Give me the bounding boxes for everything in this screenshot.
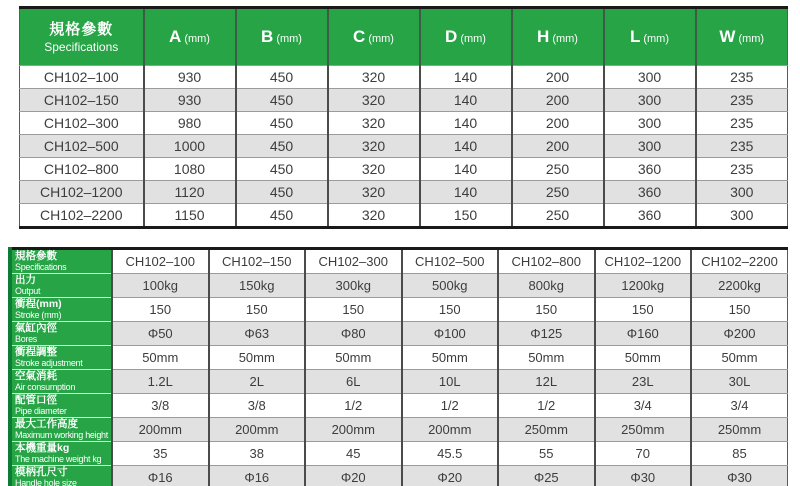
spec-value-cell: 3/4 xyxy=(691,394,788,418)
spec-value-cell: 150kg xyxy=(209,274,306,298)
specs-row xyxy=(12,442,788,466)
spec-row-label-cell xyxy=(12,322,112,346)
spec-value-cell: 200mm xyxy=(112,418,209,442)
spec-value-cell: 35 xyxy=(112,442,209,466)
spec-value-cell: 200mm xyxy=(209,418,306,442)
model-name-cell: CH102–500 xyxy=(20,135,144,158)
spec-value-cell: 100kg xyxy=(112,274,209,298)
spec-value-cell: 50mm xyxy=(691,346,788,370)
dimensions-row xyxy=(20,112,788,135)
spec-row-label-cell xyxy=(12,346,112,370)
specs-spec-header-en: Specifications xyxy=(15,262,67,272)
spec-value-cell: 250mm xyxy=(595,418,692,442)
spec-value-cell: 50mm xyxy=(498,346,595,370)
spec-value-cell: Φ160 xyxy=(595,322,692,346)
spec-value-cell: 50mm xyxy=(595,346,692,370)
dimension-letter: L xyxy=(629,27,641,46)
dimension-column-header xyxy=(696,8,788,66)
spec-value-cell: 12L xyxy=(498,370,595,394)
spec-row-label-zh: 最大工作高度 xyxy=(15,418,78,430)
specs-spec-header-zh: 規格參數 xyxy=(15,250,57,262)
spec-row-label-en: Handle hole size xyxy=(15,478,77,486)
spec-value-cell: Φ30 xyxy=(595,466,692,486)
dimension-value-cell: 250 xyxy=(512,158,604,181)
dimension-value-cell: 140 xyxy=(420,181,512,204)
dimension-value-cell: 360 xyxy=(604,181,696,204)
spec-value-cell: 23L xyxy=(595,370,692,394)
dimension-value-cell: 450 xyxy=(236,158,328,181)
dimension-unit: (mm) xyxy=(552,33,578,45)
spec-value-cell: Φ200 xyxy=(691,322,788,346)
spec-row-label-en: The machine weight kg xyxy=(15,454,102,464)
specs-spec-header-cell xyxy=(12,249,112,274)
dimension-value-cell: 320 xyxy=(328,66,420,89)
dimension-letter: H xyxy=(537,27,550,46)
dimension-value-cell: 235 xyxy=(696,112,788,135)
specs-model-header-cell: CH102–100 xyxy=(112,249,209,274)
dimension-value-cell: 250 xyxy=(512,181,604,204)
dimension-unit: (mm) xyxy=(738,33,765,45)
dimension-value-cell: 140 xyxy=(420,135,512,158)
specs-model-header-cell: CH102–300 xyxy=(305,249,402,274)
model-name-cell: CH102–800 xyxy=(20,158,144,181)
spec-value-cell: 1.2L xyxy=(112,370,209,394)
spec-value-cell: 150 xyxy=(112,298,209,322)
dimension-value-cell: 450 xyxy=(236,112,328,135)
spec-row-label-cell xyxy=(12,418,112,442)
dimension-column-header xyxy=(512,8,604,66)
spec-value-cell: 800kg xyxy=(498,274,595,298)
dimensions-row xyxy=(20,158,788,181)
dimension-value-cell: 450 xyxy=(236,89,328,112)
spec-value-cell: 250mm xyxy=(498,418,595,442)
dimension-value-cell: 300 xyxy=(604,112,696,135)
dimension-value-cell: 140 xyxy=(420,112,512,135)
spec-value-cell: 50mm xyxy=(402,346,499,370)
spec-value-cell: 150 xyxy=(402,298,499,322)
specs-row xyxy=(12,298,788,322)
spec-value-cell: Φ16 xyxy=(112,466,209,486)
dimension-value-cell: 200 xyxy=(512,135,604,158)
dimension-value-cell: 235 xyxy=(696,89,788,112)
spec-value-cell: 300kg xyxy=(305,274,402,298)
dimensions-row xyxy=(20,135,788,158)
specs-row xyxy=(12,466,788,486)
dimension-letter: C xyxy=(353,27,366,46)
spec-value-cell: 3/8 xyxy=(209,394,306,418)
dimension-value-cell: 140 xyxy=(420,89,512,112)
spec-value-cell: Φ16 xyxy=(209,466,306,486)
dimension-value-cell: 980 xyxy=(144,112,236,135)
dimensions-row xyxy=(20,204,788,228)
dimension-letter: B xyxy=(261,27,274,46)
dimension-value-cell: 930 xyxy=(144,89,236,112)
spec-row-label-cell xyxy=(12,442,112,466)
spec-value-cell: Φ125 xyxy=(498,322,595,346)
specs-row xyxy=(12,322,788,346)
dimension-value-cell: 300 xyxy=(604,89,696,112)
dimension-value-cell: 150 xyxy=(420,204,512,228)
spec-value-cell: 38 xyxy=(209,442,306,466)
spec-row-label-zh: 出力 xyxy=(15,274,36,286)
spec-row-label-en: Pipe diameter xyxy=(15,406,67,416)
spec-value-cell: 1/2 xyxy=(305,394,402,418)
spec-row-label-zh: 本機重量kg xyxy=(15,442,70,454)
model-name-cell: CH102–150 xyxy=(20,89,144,112)
specs-model-header-cell: CH102–500 xyxy=(402,249,499,274)
spec-row-label-cell xyxy=(12,370,112,394)
dimension-column-header xyxy=(236,8,328,66)
spec-value-cell: 500kg xyxy=(402,274,499,298)
dimensions-row xyxy=(20,66,788,89)
dimension-value-cell: 360 xyxy=(604,158,696,181)
dimension-value-cell: 1150 xyxy=(144,204,236,228)
dimension-value-cell: 200 xyxy=(512,112,604,135)
specs-table-header xyxy=(12,249,788,274)
model-name-cell: CH102–100 xyxy=(20,66,144,89)
model-name-cell: CH102–300 xyxy=(20,112,144,135)
dimension-letter: W xyxy=(719,27,736,46)
dimension-value-cell: 140 xyxy=(420,158,512,181)
specs-row xyxy=(12,418,788,442)
spec-value-cell: 3/4 xyxy=(595,394,692,418)
dimension-value-cell: 450 xyxy=(236,181,328,204)
spec-row-label-zh: 氣缸內徑 xyxy=(15,322,57,334)
dimension-value-cell: 320 xyxy=(328,89,420,112)
dimension-value-cell: 450 xyxy=(236,135,328,158)
dimension-unit: (mm) xyxy=(276,33,302,45)
dimension-value-cell: 200 xyxy=(512,66,604,89)
spec-row-label-en: Maximum working height xyxy=(15,430,108,440)
dimension-value-cell: 235 xyxy=(696,158,788,181)
dimension-value-cell: 360 xyxy=(604,204,696,228)
spec-value-cell: Φ20 xyxy=(402,466,499,486)
spec-row-label-cell xyxy=(12,298,112,322)
dimension-value-cell: 235 xyxy=(696,135,788,158)
specs-model-header-cell: CH102–2200 xyxy=(691,249,788,274)
dimension-value-cell: 1080 xyxy=(144,158,236,181)
dimensions-header-row xyxy=(20,8,788,66)
dimension-value-cell: 300 xyxy=(604,66,696,89)
specs-table xyxy=(12,247,788,486)
spec-value-cell: 50mm xyxy=(305,346,402,370)
spec-value-cell: 150 xyxy=(209,298,306,322)
dimension-unit: (mm) xyxy=(184,33,210,45)
spec-row-label-en: Stroke adjustment xyxy=(15,358,83,368)
spec-row-label-cell xyxy=(12,466,112,486)
spec-value-cell: 150 xyxy=(498,298,595,322)
dimension-column-header xyxy=(144,8,236,66)
spec-value-cell: 2L xyxy=(209,370,306,394)
dimension-value-cell: 450 xyxy=(236,66,328,89)
dimension-column-header xyxy=(604,8,696,66)
specs-header-row xyxy=(12,249,788,274)
spec-value-cell: 85 xyxy=(691,442,788,466)
dimension-value-cell: 320 xyxy=(328,204,420,228)
spec-value-cell: 150 xyxy=(595,298,692,322)
specs-table-body xyxy=(12,274,788,486)
spec-row-label-en: Bores xyxy=(15,334,38,344)
dimensions-row xyxy=(20,89,788,112)
dimension-value-cell: 250 xyxy=(512,204,604,228)
spec-header-zh: 規格參數 xyxy=(49,20,114,38)
dimension-letter: D xyxy=(445,27,458,46)
specs-table-wrap xyxy=(8,247,788,486)
spec-value-cell: 3/8 xyxy=(112,394,209,418)
spec-row-label-en: Output xyxy=(15,286,41,296)
model-name-cell: CH102–2200 xyxy=(20,204,144,228)
spec-row-label-zh: 模柄孔尺寸 xyxy=(15,466,68,478)
specs-row xyxy=(12,394,788,418)
spec-row-label-zh: 空氣消耗 xyxy=(15,370,57,382)
spec-header-cell xyxy=(20,8,144,66)
spec-value-cell: 2200kg xyxy=(691,274,788,298)
dimension-value-cell: 1120 xyxy=(144,181,236,204)
spec-value-cell: 55 xyxy=(498,442,595,466)
spec-value-cell: 150 xyxy=(691,298,788,322)
spec-value-cell: 45.5 xyxy=(402,442,499,466)
spec-value-cell: Φ20 xyxy=(305,466,402,486)
spec-value-cell: 70 xyxy=(595,442,692,466)
spec-row-label-en: Stroke (mm) xyxy=(15,310,62,320)
dimension-unit: (mm) xyxy=(368,33,394,45)
dimension-value-cell: 320 xyxy=(328,112,420,135)
dimension-letter: A xyxy=(169,27,182,46)
specs-model-header-cell: CH102–800 xyxy=(498,249,595,274)
dimension-value-cell: 320 xyxy=(328,181,420,204)
spec-row-label-cell xyxy=(12,394,112,418)
spec-value-cell: 30L xyxy=(691,370,788,394)
dimensions-table xyxy=(19,6,788,229)
specs-row xyxy=(12,274,788,298)
spec-value-cell: 50mm xyxy=(112,346,209,370)
spec-value-cell: 150 xyxy=(305,298,402,322)
spec-row-label-zh: 衝程調整 xyxy=(15,346,57,358)
dimension-value-cell: 200 xyxy=(512,89,604,112)
specs-model-header-cell: CH102–150 xyxy=(209,249,306,274)
dimension-value-cell: 320 xyxy=(328,135,420,158)
spec-value-cell: Φ30 xyxy=(691,466,788,486)
spec-value-cell: Φ100 xyxy=(402,322,499,346)
dimension-column-header xyxy=(328,8,420,66)
spec-row-label-cell xyxy=(12,274,112,298)
dimension-unit: (mm) xyxy=(643,33,670,45)
spec-value-cell: 6L xyxy=(305,370,402,394)
dimension-value-cell: 235 xyxy=(696,66,788,89)
spec-value-cell: Φ50 xyxy=(112,322,209,346)
dimensions-row xyxy=(20,181,788,204)
spec-value-cell: 45 xyxy=(305,442,402,466)
dimension-value-cell: 140 xyxy=(420,66,512,89)
spec-value-cell: 10L xyxy=(402,370,499,394)
specs-row xyxy=(12,346,788,370)
dimension-value-cell: 1000 xyxy=(144,135,236,158)
spec-value-cell: 1200kg xyxy=(595,274,692,298)
spec-row-label-zh: 衝程(mm) xyxy=(15,298,62,310)
dimension-value-cell: 320 xyxy=(328,158,420,181)
dimension-value-cell: 930 xyxy=(144,66,236,89)
spec-value-cell: Φ25 xyxy=(498,466,595,486)
dimension-value-cell: 450 xyxy=(236,204,328,228)
model-name-cell: CH102–1200 xyxy=(20,181,144,204)
dimension-value-cell: 300 xyxy=(696,204,788,228)
spec-value-cell: Φ63 xyxy=(209,322,306,346)
specs-model-header-cell: CH102–1200 xyxy=(595,249,692,274)
dimension-value-cell: 300 xyxy=(604,135,696,158)
spec-row-label-zh: 配管口徑 xyxy=(15,394,57,406)
spec-value-cell: Φ80 xyxy=(305,322,402,346)
dimensions-table-wrap xyxy=(19,6,788,229)
spec-value-cell: 200mm xyxy=(305,418,402,442)
spec-value-cell: 250mm xyxy=(691,418,788,442)
dimension-column-header xyxy=(420,8,512,66)
specs-row xyxy=(12,370,788,394)
spec-row-label-en: Air consumption xyxy=(15,382,76,392)
dimension-unit: (mm) xyxy=(460,33,486,45)
spec-value-cell: 1/2 xyxy=(498,394,595,418)
spec-value-cell: 200mm xyxy=(402,418,499,442)
dimensions-table-header xyxy=(20,8,788,66)
dimensions-table-body xyxy=(20,66,788,228)
spec-header-en: Specifications xyxy=(44,39,119,54)
spec-value-cell: 1/2 xyxy=(402,394,499,418)
dimension-value-cell: 300 xyxy=(696,181,788,204)
spec-value-cell: 50mm xyxy=(209,346,306,370)
